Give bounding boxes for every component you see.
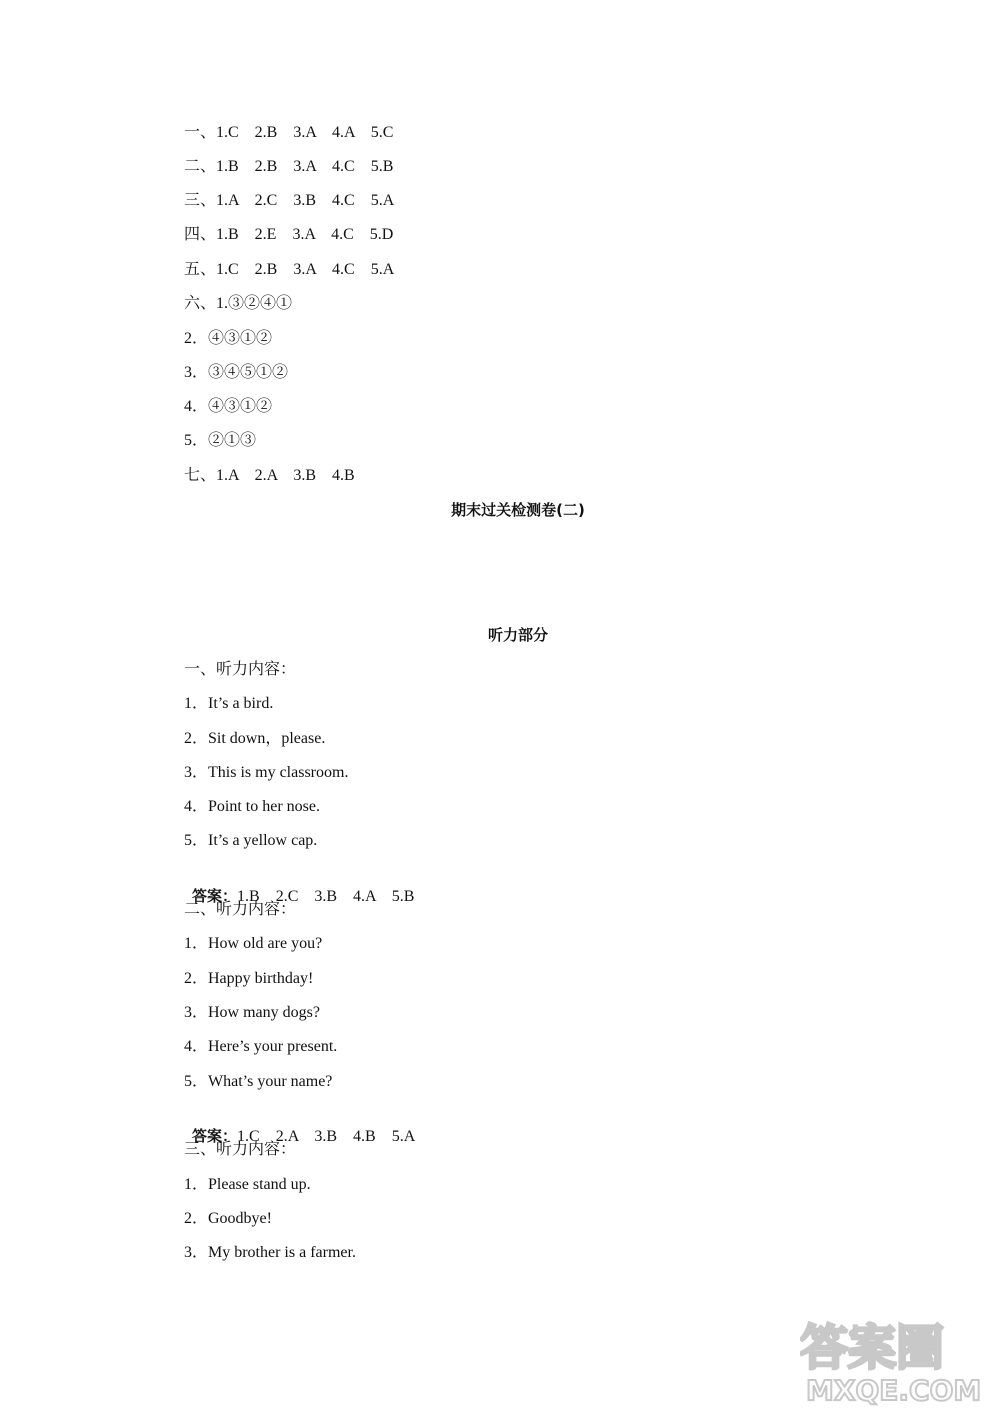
part1-answer-values: 1.B 2.C 3.B 4.A 5.B bbox=[237, 888, 415, 905]
part3-heading: 三、听力内容： bbox=[184, 1141, 297, 1158]
part2-item-1: 1．How old are you? bbox=[184, 935, 323, 952]
answer-line-4: 四、1.B 2.E 3.A 4.C 5.D bbox=[184, 226, 394, 243]
part1-item-4: 4．Point to her nose. bbox=[184, 798, 320, 815]
watermark-text: 答案圈 bbox=[800, 1320, 945, 1376]
part2-item-2: 2．Happy birthday! bbox=[184, 970, 314, 987]
answer-line-6: 六、1.③②④① bbox=[184, 295, 293, 312]
part3-item-1: 1．Please stand up. bbox=[184, 1176, 311, 1193]
watermark-url: MXQE.COM bbox=[806, 1374, 982, 1407]
part3-item-2: 2．Goodbye! bbox=[184, 1210, 272, 1227]
part1-item-2: 2．Sit down，please. bbox=[184, 730, 326, 747]
answer-line-10: 5．②①③ bbox=[184, 432, 257, 449]
listening-title: 听力部分 bbox=[487, 626, 548, 644]
part1-item-3: 3．This is my classroom. bbox=[184, 764, 349, 781]
watermark-logo-graphic bbox=[800, 1312, 990, 1407]
part1-heading: 一、听力内容： bbox=[184, 661, 297, 678]
part2-answer-label: 答案： bbox=[192, 1127, 238, 1145]
answer-line-2: 二、1.B 2.B 3.A 4.C 5.B bbox=[184, 158, 394, 175]
answer-line-5: 五、1.C 2.B 3.A 4.C 5.A bbox=[184, 261, 395, 278]
part1-item-1: 1．It’s a bird. bbox=[184, 695, 274, 712]
answer-line-9: 4．④③①② bbox=[184, 398, 273, 415]
answer-line-11: 七、1.A 2.A 3.B 4.B bbox=[184, 467, 355, 484]
watermark-logo bbox=[800, 1312, 990, 1407]
part2-heading: 二、听力内容： bbox=[184, 901, 297, 918]
exam-title: 期末过关检测卷(二) bbox=[451, 501, 585, 519]
part2-answer-values: 1.C 2.A 3.B 4.B 5.A bbox=[237, 1128, 416, 1145]
answer-line-1: 一、1.C 2.B 3.A 4.A 5.C bbox=[184, 124, 394, 141]
part2-item-3: 3．How many dogs? bbox=[184, 1004, 320, 1021]
answer-line-8: 3．③④⑤①② bbox=[184, 364, 289, 381]
part2-item-4: 4．Here’s your present. bbox=[184, 1038, 338, 1055]
answer-line-7: 2．④③①② bbox=[184, 330, 273, 347]
part1-item-5: 5．It’s a yellow cap. bbox=[184, 832, 318, 849]
answer-line-3: 三、1.A 2.C 3.B 4.C 5.A bbox=[184, 192, 395, 209]
part1-answer-label: 答案： bbox=[192, 887, 238, 905]
part2-item-5: 5．What’s your name? bbox=[184, 1073, 333, 1090]
part3-item-3: 3．My brother is a farmer. bbox=[184, 1244, 356, 1261]
